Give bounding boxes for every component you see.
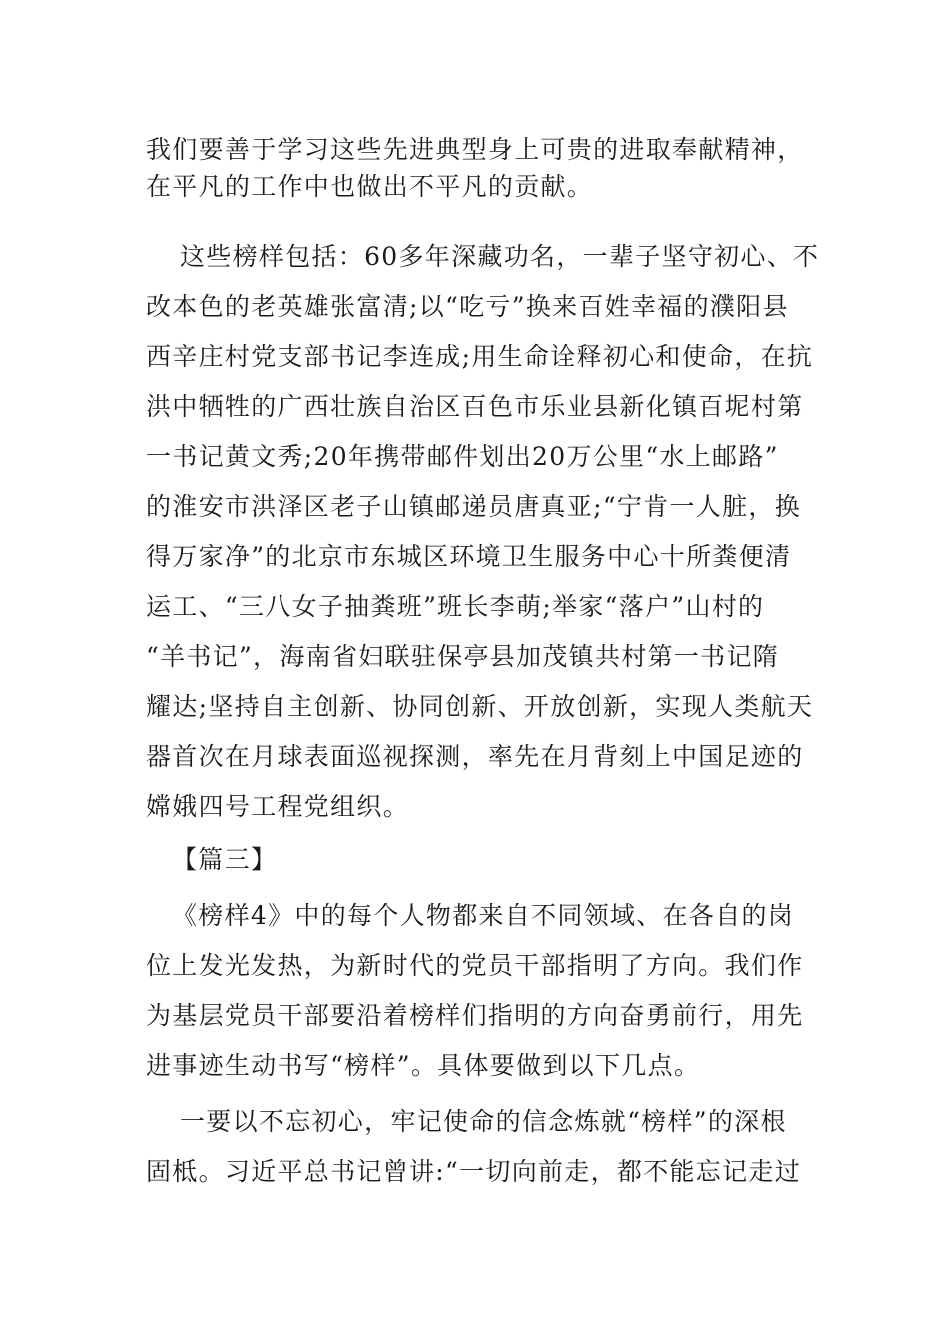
text-line: 进事迹生动书写“榜样”。具体要做到以下几点。: [146, 1051, 701, 1080]
section-heading: [146, 841, 796, 878]
text-line: 为基层党员干部要沿着榜样们指明的方向奋勇前行，用先: [146, 1001, 804, 1030]
text-line: 器首次在月球表面巡视探测，率先在月背刻上中国足迹的: [146, 742, 804, 771]
paragraph-2: [146, 238, 820, 825]
text-line: 一要以不忘初心，牢记使命的信念炼就“榜样”的深根: [180, 1107, 787, 1136]
text-line: 《榜样4》中的每个人物都来自不同领域、在各自的岗: [172, 901, 795, 930]
paragraph-1: [146, 131, 804, 205]
paragraph-3: [146, 897, 804, 1084]
text-line: 这些榜样包括：60多年深藏功名，一辈子坚守初心、不: [180, 242, 820, 271]
text-line: 西辛庄村党支部书记李连成;用生命诠释初心和使命，在抗: [146, 342, 814, 371]
text-line: 的淮安市洪泽区老子山镇邮递员唐真亚;“宁肯一人脏，换: [146, 492, 802, 521]
text-line: 洪中牺牲的广西壮族自治区百色市乐业县新化镇百坭村第: [146, 392, 804, 421]
text-line: “羊书记”，海南省妇联驻保亭县加茂镇共村第一书记隋: [146, 642, 780, 671]
text-line: 我们要善于学习这些先进典型身上可贵的进取奉献精神，: [146, 135, 804, 164]
paragraph-4: [146, 1103, 802, 1190]
text-line: 嫦娥四号工程党组织。: [146, 792, 410, 821]
section-heading-text: 【篇三】: [172, 845, 278, 874]
text-line: 运工、“三八女子抽粪班”班长李萌;举家“落户”山村的: [146, 592, 765, 621]
text-line: 固柢。习近平总书记曾讲:“一切向前走，都不能忘记走过: [146, 1157, 802, 1186]
text-line: 改本色的老英雄张富清;以“吃亏”换来百姓幸福的濮阳县: [146, 292, 789, 321]
text-line: 在平凡的工作中也做出不平凡的贡献。: [146, 172, 594, 201]
text-line: 得万家净”的北京市东城区环境卫生服务中心十所粪便清: [146, 542, 792, 571]
text-line: 耀达;坚持自主创新、协同创新、开放创新，实现人类航天: [146, 692, 814, 721]
text-line: 位上发光发热，为新时代的党员干部指明了方向。我们作: [146, 951, 804, 980]
text-line: 一书记黄文秀;20年携带邮件划出20万公里“水上邮路”: [146, 442, 779, 471]
